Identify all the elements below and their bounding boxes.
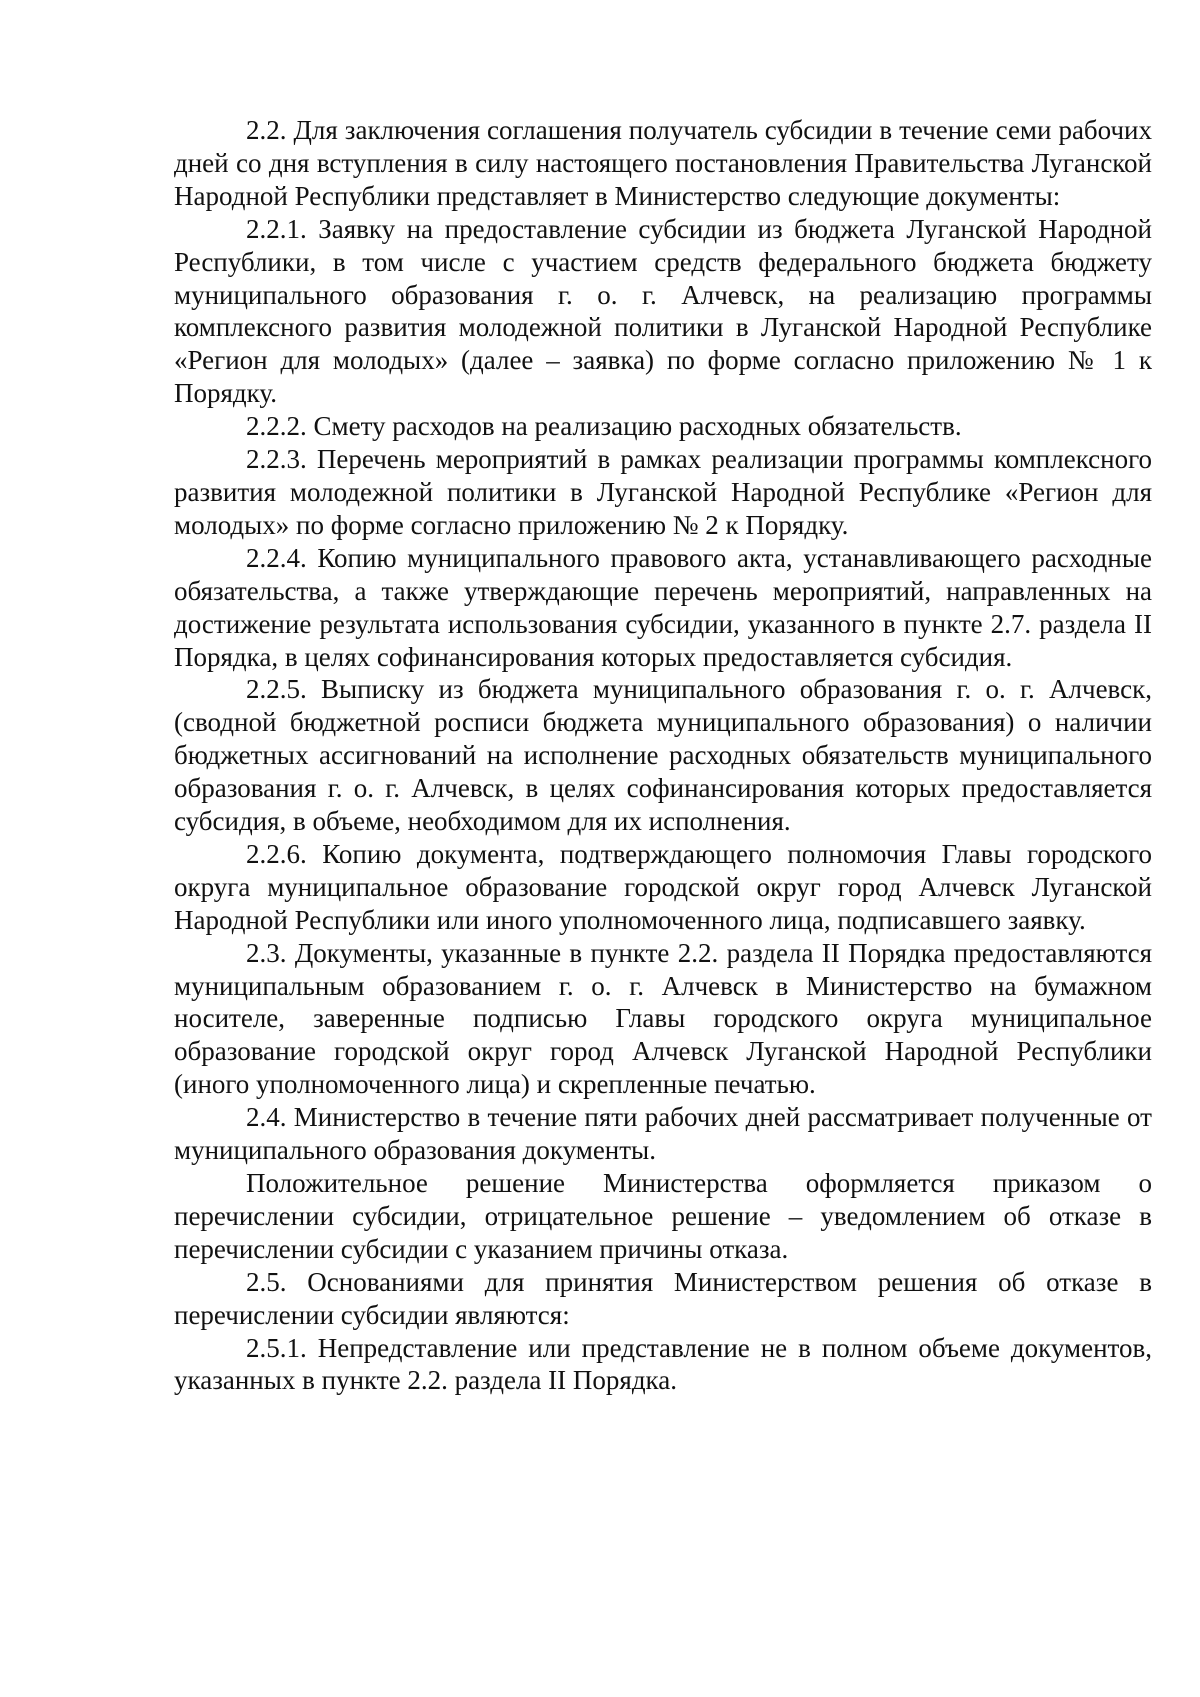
paragraph-2-2-6: 2.2.6. Копию документа, подтверждающего полномочия Главы городского округа муниципальное образование городской округ город Алчевск Луганской Народной Республики или иного уполномоченного лица, подписавшего заявку.	[174, 838, 1152, 935]
document-body	[174, 114, 1152, 1397]
paragraph-2-3: 2.3. Документы, указанные в пункте 2.2. раздела II Порядка предоставляются муниципальным образованием г. о. г. Алчевск в Министерство на бумажном носителе, заверенные подписью Главы городского округа муниципальное образование городской округ город Алчевск Луганской Народной Республики (иного уполномоченного лица) и скрепленные печатью.	[174, 937, 1152, 1100]
paragraph-2-4: 2.4. Министерство в течение пяти рабочих дней рассматривает полученные от муниципального образования документы.	[174, 1102, 1152, 1166]
paragraph-2-2-4: 2.2.4. Копию муниципального правового акта, устанавливающего расходные обязательства, а также утверждающие перечень мероприятий, направленных на достижение результата использования субсидии, указанного в пункте 2.7. раздела II Порядка, в целях софинансирования которых предоставляется субсидия.	[174, 542, 1152, 672]
paragraph-2-5: 2.5. Основаниями для принятия Министерством решения об отказе в перечислении субсидии являются:	[174, 1266, 1152, 1330]
paragraph-2-2: 2.2. Для заключения соглашения получатель субсидии в течение семи рабочих дней со дня вступления в силу настоящего постановления Правительства Луганской Народной Республики представляет в Министерство следующие документы:	[174, 115, 1152, 211]
paragraph-2-2-5: 2.2.5. Выписку из бюджета муниципального образования г. о. г. Алчевск, (сводной бюджетной росписи бюджета муниципального образования) о наличии бюджетных ассигнований на исполнение расходных обязательств муниципального образования г. о. г. Алчевск, в целях софинансирования которых предоставляется субсидия, в объеме, необходимом для их исполнения.	[174, 674, 1152, 837]
paragraph-2-4-decision: Положительное решение Министерства оформляется приказом о перечислении субсидии, отрицательное решение – уведомлением об отказе в перечислении субсидии с указанием причины отказа.	[174, 1168, 1152, 1264]
paragraph-2-2-3: 2.2.3. Перечень мероприятий в рамках реализации программы комплексного развития молодежной политики в Луганской Народной Республике «Регион для молодых» по форме согласно приложению № 2 к Порядку.	[174, 444, 1152, 540]
paragraph-2-5-1: 2.5.1. Непредставление или представление не в полном объеме документов, указанных в пункте 2.2. раздела II Порядка.	[174, 1332, 1152, 1396]
paragraph-2-2-2: 2.2.2. Смету расходов на реализацию расходных обязательств.	[246, 411, 962, 442]
paragraph-2-2-1: 2.2.1. Заявку на предоставление субсидии из бюджета Луганской Народной Республики, в том числе с участием средств федерального бюджета бюджету муниципального образования г. о. г. Алчевск, на реализацию программы комплексного развития молодежной политики в Луганской Народной Республике «Регион для молодых» (далее – заявка) по форме согласно приложению № 1 к Порядку.	[174, 213, 1152, 409]
